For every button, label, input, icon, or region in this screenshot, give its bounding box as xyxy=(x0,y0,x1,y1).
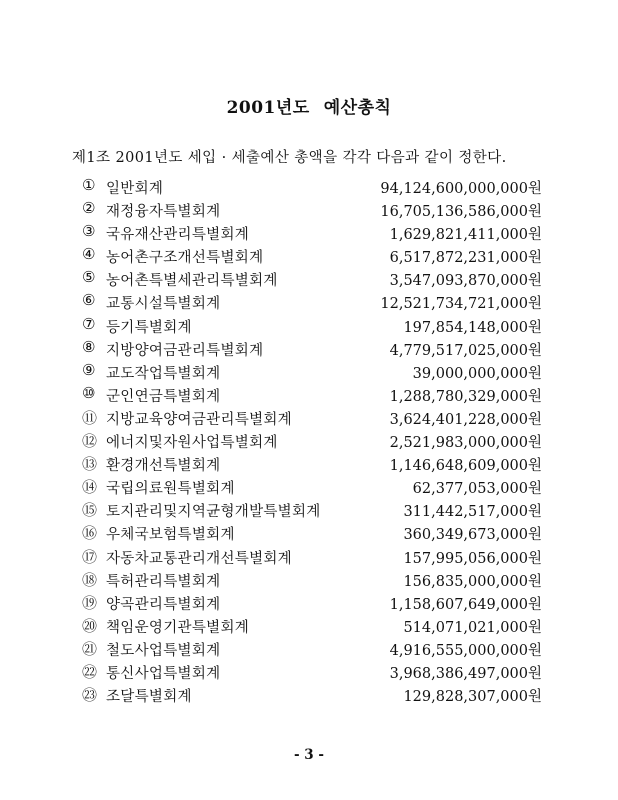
account-amount: 157,995,056,000원 xyxy=(403,550,542,567)
account-row xyxy=(0,429,618,452)
account-name: 교통시설특별회계 xyxy=(106,296,221,313)
account-name: 재정융자특별회계 xyxy=(106,204,221,221)
account-amount: 1,629,821,411,000원 xyxy=(389,227,542,244)
account-row xyxy=(0,406,618,429)
account-name: 등기특별회계 xyxy=(106,319,192,336)
account-row xyxy=(0,267,618,290)
row-number-marker: ⑨ xyxy=(82,360,96,379)
row-number-marker: ⑥ xyxy=(82,291,96,310)
account-name: 농어촌특별세관리특별회계 xyxy=(106,273,278,290)
intro-article: 제1조 2001년도 세입 · 세출예산 총액을 각각 다음과 같이 정한다. xyxy=(72,150,507,166)
account-row xyxy=(0,521,618,544)
account-row xyxy=(0,614,618,637)
account-name: 책임운영기관특별회계 xyxy=(106,619,250,636)
account-name: 농어촌구조개선특별회계 xyxy=(106,250,264,267)
row-number-marker: ⑮ xyxy=(82,501,98,520)
account-row xyxy=(0,383,618,406)
account-row xyxy=(0,175,618,198)
row-number-marker: ㉒ xyxy=(82,662,98,681)
account-amount: 62,377,053,000원 xyxy=(412,481,542,498)
row-number-marker: ④ xyxy=(82,245,96,264)
account-row xyxy=(0,660,618,683)
row-number-marker: ⑰ xyxy=(82,547,98,566)
account-row xyxy=(0,198,618,221)
row-number-marker: ⑦ xyxy=(82,314,96,333)
account-name: 철도사업특별회계 xyxy=(106,642,221,659)
account-name: 에너지및자원사업특별회계 xyxy=(106,435,278,452)
account-row xyxy=(0,360,618,383)
account-row xyxy=(0,221,618,244)
row-number-marker: ㉓ xyxy=(82,686,98,705)
account-row xyxy=(0,568,618,591)
account-amount: 197,854,148,000원 xyxy=(403,319,542,336)
account-name: 군인연금특별회계 xyxy=(106,388,221,405)
row-number-marker: ⑩ xyxy=(82,383,96,402)
account-name: 지방교육양여금관리특별회계 xyxy=(106,411,292,428)
row-number-marker: ⑬ xyxy=(82,455,98,474)
account-name: 환경개선특별회계 xyxy=(106,458,221,475)
account-amount: 39,000,000,000원 xyxy=(412,365,542,382)
account-amount: 6,517,872,231,000원 xyxy=(389,250,542,267)
account-amount: 94,124,600,000,000원 xyxy=(380,181,542,197)
row-number-marker: ② xyxy=(82,199,96,218)
account-amount: 156,835,000,000원 xyxy=(403,573,542,590)
account-row xyxy=(0,498,618,521)
account-name: 양곡관리특별회계 xyxy=(106,596,221,613)
account-amount: 360,349,673,000원 xyxy=(403,527,542,544)
row-number-marker: ⑤ xyxy=(82,268,96,287)
row-number-marker: ⑱ xyxy=(82,570,98,589)
account-name: 토지관리및지역균형개발특별회계 xyxy=(106,504,321,521)
account-row xyxy=(0,637,618,660)
account-list xyxy=(0,175,618,706)
account-amount: 129,828,307,000원 xyxy=(403,689,542,706)
account-name: 통신사업특별회계 xyxy=(106,665,221,682)
row-number-marker: ⑧ xyxy=(82,337,96,356)
account-amount: 3,968,386,497,000원 xyxy=(389,665,542,682)
account-row xyxy=(0,290,618,313)
row-number-marker: ⑯ xyxy=(82,524,98,543)
page-number: - 3 - xyxy=(294,747,324,763)
title-year: 2001년도 xyxy=(226,98,310,118)
account-row xyxy=(0,545,618,568)
account-amount: 16,705,136,586,000원 xyxy=(380,204,542,221)
account-amount: 1,158,607,649,000원 xyxy=(389,596,542,613)
account-amount: 311,442,517,000원 xyxy=(403,504,542,521)
account-amount: 1,146,648,609,000원 xyxy=(389,458,542,475)
account-name: 지방양여금관리특별회계 xyxy=(106,342,264,359)
account-name: 국립의료원특별회계 xyxy=(106,481,235,498)
row-number-marker: ① xyxy=(82,176,96,194)
account-amount: 4,779,517,025,000원 xyxy=(389,342,542,359)
account-amount: 12,521,734,721,000원 xyxy=(380,296,542,313)
row-number-marker: ⑫ xyxy=(82,432,98,451)
account-name: 조달특별회계 xyxy=(106,689,192,706)
account-name: 일반회계 xyxy=(106,181,164,197)
row-number-marker: ⑪ xyxy=(82,408,98,427)
account-name: 자동차교통관리개선특별회계 xyxy=(106,550,292,567)
row-number-marker: ㉑ xyxy=(82,639,98,658)
title-text: 예산총칙 xyxy=(323,98,392,118)
page-title xyxy=(0,93,618,118)
account-name: 특허관리특별회계 xyxy=(106,573,221,590)
account-row xyxy=(0,452,618,475)
account-name: 우체국보험특별회계 xyxy=(106,527,235,544)
account-row xyxy=(0,475,618,498)
account-amount: 3,547,093,870,000원 xyxy=(389,273,542,290)
account-amount: 1,288,780,329,000원 xyxy=(389,388,542,405)
row-number-marker: ⑳ xyxy=(82,616,98,635)
account-row xyxy=(0,591,618,614)
row-number-marker: ⑭ xyxy=(82,478,98,497)
account-amount: 4,916,555,000,000원 xyxy=(389,642,542,659)
account-name: 국유재산관리특별회계 xyxy=(106,227,250,244)
account-amount: 3,624,401,228,000원 xyxy=(389,411,542,428)
row-number-marker: ⑲ xyxy=(82,593,98,612)
account-amount: 514,071,021,000원 xyxy=(403,619,542,636)
account-row xyxy=(0,244,618,267)
row-number-marker: ③ xyxy=(82,222,96,241)
account-name: 교도작업특별회계 xyxy=(106,365,221,382)
account-row xyxy=(0,683,618,706)
account-row xyxy=(0,314,618,337)
account-amount: 2,521,983,000,000원 xyxy=(389,435,542,452)
account-row xyxy=(0,337,618,360)
